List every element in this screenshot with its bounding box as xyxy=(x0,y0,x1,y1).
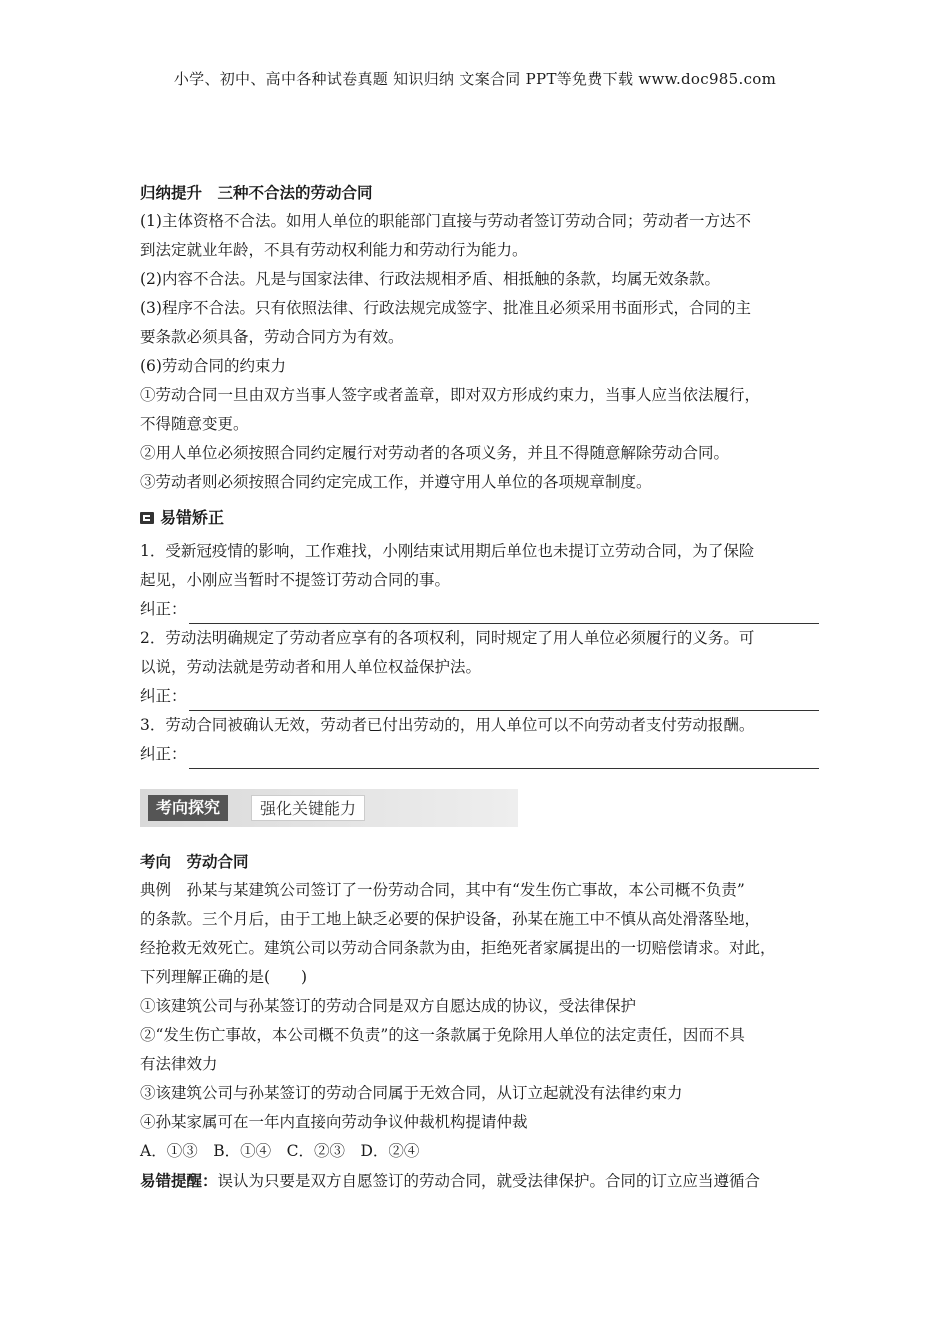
section-marker-icon xyxy=(140,512,154,524)
page-header: 小学、初中、高中各种试卷真题 知识归纳 文案合同 PPT等免费下载 www.doc985.com xyxy=(173,70,777,88)
example-line: ③该建筑公司与孙某签订的劳动合同属于无效合同，从订立起就没有法律约束力 xyxy=(140,1084,683,1102)
answer-blank[interactable] xyxy=(189,607,819,624)
question-line: 起见，小刚应当暂时不提签订劳动合同的事。 xyxy=(140,571,451,589)
correction-heading-text: 易错矫正 xyxy=(160,508,225,527)
reminder-label: 易错提醒： xyxy=(140,1171,218,1190)
reminder-text: 误认为只要是双方自愿签订的劳动合同，就受法律保护。合同的订立应当遵循合 xyxy=(217,1172,761,1190)
example-line: ①该建筑公司与孙某签订的劳动合同是双方自愿达成的协议，受法律保护 xyxy=(140,997,637,1015)
banner-left-label: 考向探究 xyxy=(148,795,228,821)
answer-blank[interactable] xyxy=(189,752,819,769)
example-line: 经抢救无效死亡。建筑公司以劳动合同条款为由，拒绝死者家属提出的一切赔偿请求。对此， xyxy=(140,939,776,957)
document-body xyxy=(140,178,820,1196)
answer-options: A．①③ B．①④ C．②③ D．②④ xyxy=(140,1142,420,1160)
summary-line: ①劳动合同一旦由双方当事人签字或者盖章，即对双方形成约束力，当事人应当依法履行， xyxy=(140,386,761,404)
summary-line: ②用人单位必须按照合同约定履行对劳动者的各项义务，并且不得随意解除劳动合同。 xyxy=(140,444,730,462)
example-title: 考向 劳动合同 xyxy=(140,852,249,871)
answer-blank[interactable] xyxy=(189,694,819,711)
question-line: 1．受新冠疫情的影响，工作难找，小刚结束试用期后单位也未提订立劳动合同，为了保险 xyxy=(140,542,755,560)
question-line: 2．劳动法明确规定了劳动者应享有的各项权利，同时规定了用人单位必须履行的义务。可 xyxy=(140,629,755,647)
summary-line: 到法定就业年龄，不具有劳动权利能力和劳动行为能力。 xyxy=(140,241,528,259)
example-line: 有法律效力 xyxy=(140,1055,218,1073)
summary-line: (3)程序不合法。只有依照法律、行政法规完成签字、批准且必须采用书面形式，合同的主 xyxy=(140,299,751,317)
correction-label: 纠正： xyxy=(140,600,187,618)
correction-answer-row xyxy=(140,682,820,711)
correction-label: 纠正： xyxy=(140,745,187,763)
question-line: 以说，劳动法就是劳动者和用人单位权益保护法。 xyxy=(140,658,482,676)
correction-answer-row xyxy=(140,595,820,624)
summary-line: 不得随意变更。 xyxy=(140,415,249,433)
error-reminder xyxy=(140,1166,820,1196)
summary-title: 归纳提升 三种不合法的劳动合同 xyxy=(140,183,373,202)
correction-heading xyxy=(140,503,820,533)
correction-label: 纠正： xyxy=(140,687,187,705)
banner-right-label: 强化关键能力 xyxy=(251,795,365,821)
example-line: 的条款。三个月后，由于工地上缺乏必要的保护设备，孙某在施工中不慎从高处滑落坠地， xyxy=(140,910,761,928)
summary-line: 要条款必须具备，劳动合同方为有效。 xyxy=(140,328,404,346)
question-line: 3．劳动合同被确认无效，劳动者已付出劳动的，用人单位可以不向劳动者支付劳动报酬。 xyxy=(140,716,755,734)
example-line: 下列理解正确的是( ) xyxy=(140,968,308,986)
summary-line: ③劳动者则必须按照合同约定完成工作，并遵守用人单位的各项规章制度。 xyxy=(140,473,652,491)
summary-line: (6)劳动合同的约束力 xyxy=(140,357,286,375)
example-line: 典例 孙某与某建筑公司签订了一份劳动合同，其中有“发生伤亡事故，本公司概不负责” xyxy=(140,881,745,899)
correction-answer-row xyxy=(140,740,820,769)
summary-line: (1)主体资格不合法。如用人单位的职能部门直接与劳动者签订劳动合同；劳动者一方达不 xyxy=(140,212,751,230)
example-line: ④孙某家属可在一年内直接向劳动争议仲裁机构提请仲裁 xyxy=(140,1113,528,1131)
example-line: ②“发生伤亡事故，本公司概不负责”的这一条款属于免除用人单位的法定责任，因而不具 xyxy=(140,1026,745,1044)
section-banner xyxy=(140,789,518,827)
summary-line: (2)内容不合法。凡是与国家法律、行政法规相矛盾、相抵触的条款，均属无效条款。 xyxy=(140,270,720,288)
